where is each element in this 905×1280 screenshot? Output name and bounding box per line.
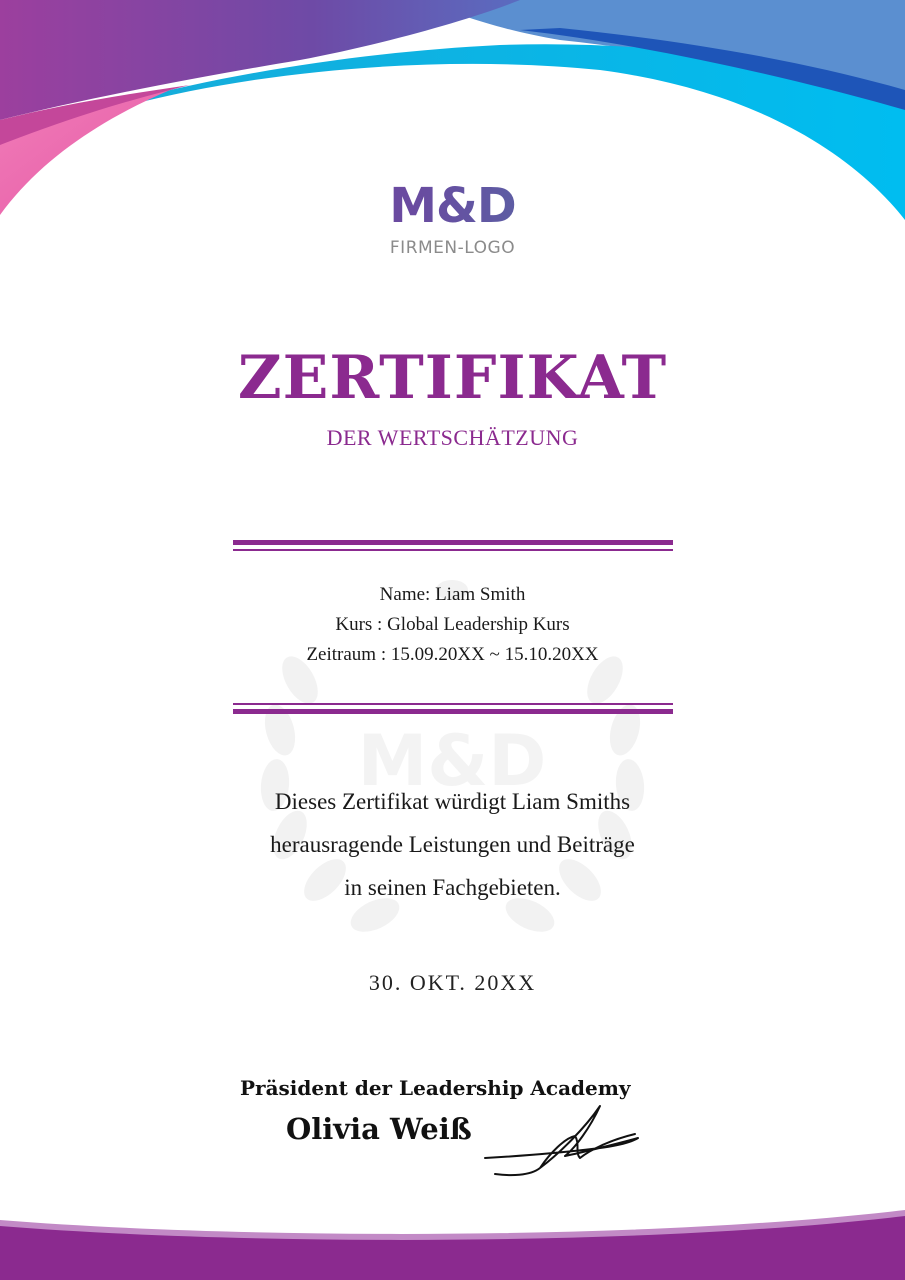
- certificate-title: ZERTIFIKAT: [237, 343, 668, 413]
- signatory-name: Olivia Weiß: [286, 1112, 472, 1146]
- course-name: Kurs : Global Leadership Kurs: [335, 614, 570, 635]
- issue-date: 30. OKT. 20XX: [368, 970, 537, 995]
- top-divider: [233, 540, 673, 551]
- certificate-body: [230, 780, 675, 909]
- course-period: Zeitraum : 15.09.20XX ~ 15.10.20XX: [306, 644, 599, 665]
- company-logo: M&D: [0, 178, 905, 234]
- recipient-name: Name: Liam Smith: [379, 584, 526, 605]
- certificate-subtitle: DER WERTSCHÄTZUNG: [326, 425, 579, 450]
- body-line: in seinen Fachgebieten.: [344, 875, 561, 900]
- body-line: herausragende Leistungen und Beiträge: [270, 832, 635, 857]
- signatory-role: Präsident der Leadership Academy: [240, 1076, 631, 1100]
- company-logo-caption: FIRMEN-LOGO: [389, 238, 516, 258]
- body-line: Dieses Zertifikat würdigt Liam Smiths: [274, 789, 631, 814]
- handwritten-signature: [480, 1098, 645, 1183]
- watermark-text: M&D: [357, 720, 547, 802]
- bottom-wave-decoration: [0, 1200, 905, 1280]
- recipient-details: [0, 580, 905, 670]
- bottom-divider: [233, 703, 673, 714]
